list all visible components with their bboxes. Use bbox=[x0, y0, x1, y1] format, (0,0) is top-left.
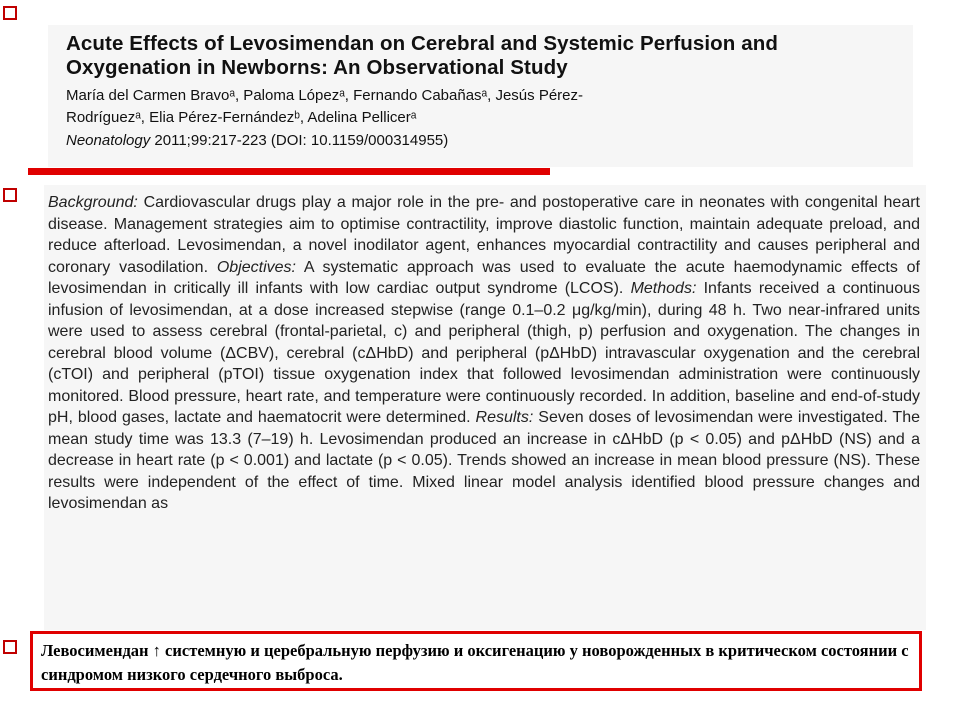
left-margin-bar bbox=[0, 0, 28, 720]
bullet-square-icon bbox=[3, 640, 17, 654]
bullet-square-icon bbox=[3, 6, 17, 20]
paper-citation bbox=[66, 131, 906, 151]
bullet-square-icon bbox=[3, 188, 17, 202]
authors-line-2: Rodríguezᵃ, Elia Pérez-Fernándezᵇ, Adelina Pellicerᵃ bbox=[66, 109, 417, 126]
background-text: Cardiovascular drugs play a major role in the pre- and postoperative care in neonates with congenital heart disease. Management strategies aim to optimise contractility, improve diastolic function, maintain adequate preload, and reduce afterload. Levosimendan, a novel inodilator agent, enhances myocardial contractility and causes peripheral and coronary vasodilation. bbox=[48, 194, 920, 276]
abstract-text bbox=[48, 192, 920, 515]
methods-text: Infants received a continuous infusion of levosimendan, at a dose increased stepwise (range 0.1–0.2 μg/kg/min), during 48 h. Two near-infrared units were used to assess cerebral (frontal-parietal, c) and peripheral (thigh, p) perfusion and oxygenation. The changes in cerebral blood volume (ΔCBV), cerebral (cΔHbD) and peripheral (pΔHbD) intravascular oxygenation and the cerebral (cTOI) and peripheral (pTOI) tissue oxygenation index that followed levosimendan administration were continuously monitored. Blood pressure, heart rate, and temperature were continuously recorded. In addition, baseline and end-of-study pH, blood gases, lactate and haematocrit were determined. bbox=[48, 280, 921, 426]
results-label: Results: bbox=[475, 409, 534, 426]
summary-callout bbox=[30, 631, 922, 691]
summary-text: Левосимендан ↑ системную и церебральную перфузию и оксигенацию у новорожденных в критическом состоянии с синдромом низкого сердечного выброса. bbox=[41, 641, 909, 684]
objectives-text: A systematic approach was used to evaluate the acute haemodynamic effects of levosimendan in critically ill infants with low cardiac output syndrome (LCOS). bbox=[48, 258, 920, 297]
background-label: Background: bbox=[48, 194, 138, 211]
paper-title: Acute Effects of Levosimendan on Cerebral and Systemic Perfusion and Oxygenation in Newborns: An Observational Study bbox=[66, 32, 778, 79]
objectives-label: Objectives: bbox=[216, 258, 296, 276]
paper-authors bbox=[66, 85, 906, 129]
results-text: Seven doses of levosimendan were investigated. The mean study time was 13.3 (7–19) h. Levosimendan produced an increase in cΔHbD (p < 0.05) and pΔHbD (NS) and a decrease in heart rate (p < 0.001) and lactate (p < 0.05). Trends showed an increase in mean blood pressure (NS). These results were independent of the effect of time. Mixed linear model analysis identified blood pressure changes and levosimendan as bbox=[48, 409, 920, 512]
citation-details: 2011;99:217-223 (DOI: 10.1159/000314955) bbox=[150, 132, 449, 149]
methods-label: Methods: bbox=[630, 280, 697, 297]
journal-name: Neonatology bbox=[66, 132, 151, 149]
authors-line-1: María del Carmen Bravoᵃ, Paloma Lópezᵃ, Fernando Cabañasᵃ, Jesús Pérez- bbox=[66, 87, 583, 104]
red-divider bbox=[28, 168, 550, 175]
